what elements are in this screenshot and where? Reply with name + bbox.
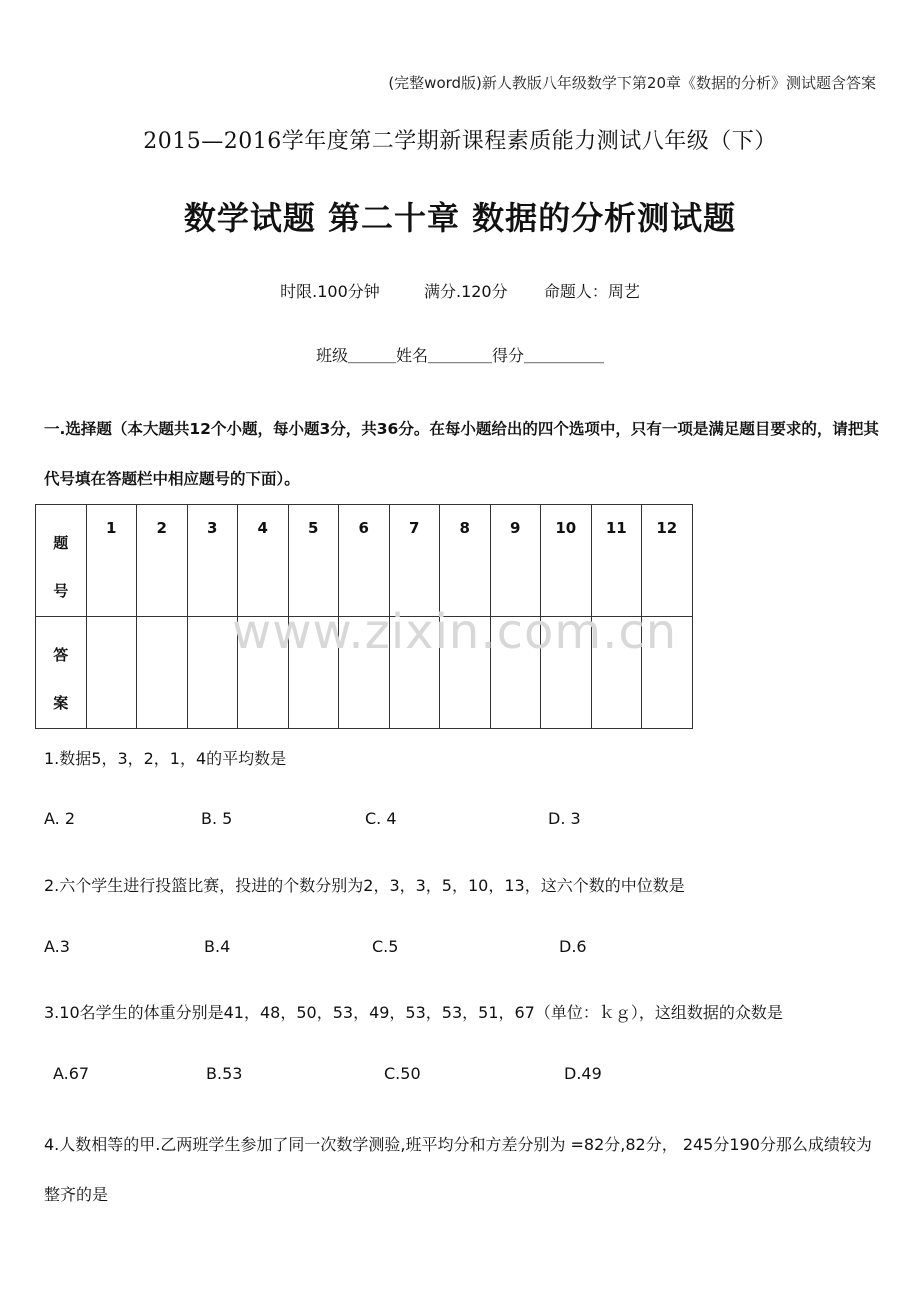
question-2-option-c: C.5 — [372, 937, 399, 956]
question-2-option-a: A.3 — [44, 937, 70, 956]
answer-cell[interactable] — [137, 617, 188, 729]
question-3-option-b: B.53 — [206, 1064, 243, 1083]
question-number-cell: 2 — [137, 505, 188, 617]
question-number-cell: 4 — [238, 505, 289, 617]
section-heading: 一.选择题（本大题共12个小题，每小题3分，共36分。在每小题给出的四个选项中，只有一项是满足题目要求的，请把其代号填在答题栏中相应题号的下面）。 — [44, 420, 879, 488]
question-3-stem: 3.10名学生的体重分别是41，48，50，53，49，53，53，51，67（单位：ｋｇ），这组数据的众数是 — [44, 1003, 783, 1022]
author: 命题人：周艺 — [543, 282, 640, 301]
student-info-line: 班级＿＿＿姓名＿＿＿＿得分＿＿＿＿＿ — [315, 346, 604, 365]
question-number-cell: 11 — [591, 505, 642, 617]
question-1-option-d: D. 3 — [548, 809, 581, 828]
page-title: 数学试题 第二十章 数据的分析测试题 — [183, 199, 737, 237]
question-1-option-a: A. 2 — [44, 809, 76, 828]
question-number-cell: 1 — [86, 505, 137, 617]
question-2-option-b: B.4 — [204, 937, 231, 956]
row-header-question-number: 题 号 — [36, 505, 87, 617]
question-number-cell: 7 — [389, 505, 440, 617]
watermark: www.zixin.com.cn — [232, 604, 678, 660]
question-3-option-d: D.49 — [564, 1064, 602, 1083]
question-1-option-c: C. 4 — [365, 809, 397, 828]
question-number-cell: 5 — [288, 505, 339, 617]
question-number-cell: 10 — [541, 505, 592, 617]
question-number-cell: 9 — [490, 505, 541, 617]
exam-meta — [0, 279, 920, 302]
question-4-stem: 4.人数相等的甲.乙两班学生参加了同一次数学测验,班平均分和方差分别为 =82分,82分， 245分190分那么成绩较为整齐的是 — [44, 1135, 872, 1204]
answer-cell[interactable] — [86, 617, 137, 729]
full-score: 满分.120分 — [423, 282, 508, 301]
question-number-cell: 12 — [642, 505, 693, 617]
answer-cell[interactable] — [187, 617, 238, 729]
school-title: 2015—2016学年度第二学期新课程素质能力测试八年级（下） — [143, 129, 777, 154]
header-note: (完整word版)新人教版八年级数学下第20章《数据的分析》测试题含答案 — [388, 74, 876, 92]
question-1-option-b: B. 5 — [201, 809, 233, 828]
question-3-option-a: A.67 — [53, 1064, 90, 1083]
question-number-cell: 6 — [339, 505, 390, 617]
row-header-answer: 答 案 — [36, 617, 87, 729]
question-number-cell: 8 — [440, 505, 491, 617]
question-number-cell: 3 — [187, 505, 238, 617]
question-3-option-c: C.50 — [384, 1064, 421, 1083]
question-2-option-d: D.6 — [559, 937, 587, 956]
time-limit: 时限.100分钟 — [280, 282, 380, 301]
table-row — [36, 505, 693, 617]
question-1-stem: 1.数据5，3，2，1，4的平均数是 — [44, 749, 287, 768]
question-2-stem: 2.六个学生进行投篮比赛，投进的个数分别为2，3，3，5，10，13，这六个数的中位数是 — [44, 876, 685, 895]
